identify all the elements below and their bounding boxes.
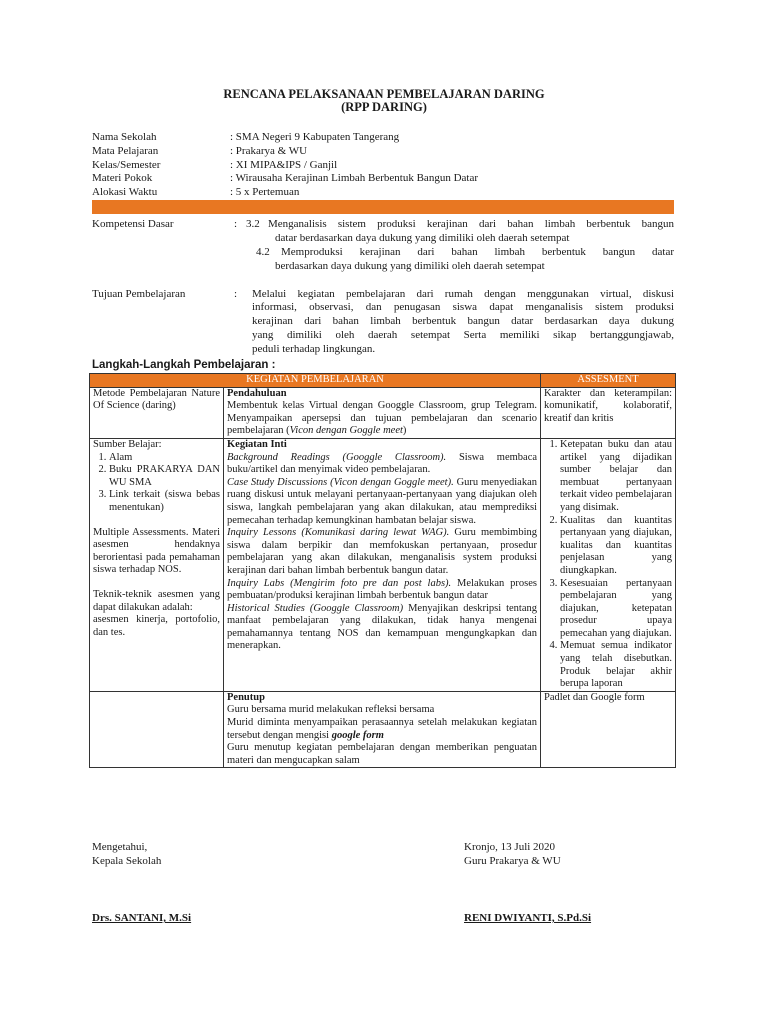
multiple-assessments-text: Multiple Assessments. Materi asesmen hendaknya berorientasi pada pemahaman siswa terhadap NOS. xyxy=(93,526,220,576)
meta-value: : 5 x Pertemuan xyxy=(230,186,300,198)
signature-left-name: Drs. SANTANI, M.Si xyxy=(92,912,192,924)
tujuan-line: kerajinan dari bahan limbah berbentuk bangun datar berdasarkan daya dukung xyxy=(252,315,674,327)
sumber-belajar-cell xyxy=(90,438,224,691)
penutup-text: Murid diminta menyampaikan perasaannya setelah melakukan kegiatan tersebut dengan mengisi xyxy=(227,717,538,741)
inti-italic: Case Study Discussions (Vicon dengan Goggle meet). xyxy=(227,476,454,488)
signature-right-l2: Guru Prakarya & WU xyxy=(464,855,561,867)
assesment-criteria-list xyxy=(544,439,672,691)
list-item: 2. Buku PRAKARYA DAN WU SMA xyxy=(109,464,220,489)
tujuan-line: informasi, observasi, dan penugasan siswa dapat menganalisis sistem produksi xyxy=(252,301,674,313)
table-row-penutup xyxy=(90,691,676,768)
meta-value: : Prakarya & WU xyxy=(230,145,308,157)
tujuan-label: Tujuan Pembelajaran xyxy=(92,288,186,300)
google-form-emphasis: google form xyxy=(331,729,384,741)
inti-paragraph xyxy=(227,527,537,577)
kd-item2-number: 4.2 xyxy=(256,246,270,258)
signature-right-l1: Kronjo, 13 Juli 2020 xyxy=(464,841,556,853)
list-item: 3. Link terkait (siswa bebas menentukan) xyxy=(109,489,220,514)
signature-left-l1: Mengetahui, xyxy=(92,841,148,853)
kd-item1-line1: Menganalisis sistem produksi kerajinan dari bahan limbah berbentuk bangun xyxy=(268,218,674,230)
inti-italic: Inquiry Lessons (Komunikasi daring lewat WAG). xyxy=(227,527,450,539)
section-divider-bar xyxy=(92,200,674,214)
kd-label: Kompetensi Dasar xyxy=(92,218,174,230)
inti-italic: Historical Studies (Googgle Classroom) xyxy=(227,602,404,614)
list-item: 4. Memuat semua indikator yang telah disebutkan. Produk belajar akhir berupa laporan xyxy=(560,640,672,690)
assesment-criteria-cell xyxy=(541,438,676,691)
inti-text: Guru membimbing siswa dalam berpikir dan memfokuskan pertanyaan, prosedur pembelajaran yang akan dilakukan, menganalisis system produksi kerajinan dari bahan limbah berbentuk bangun datar. xyxy=(227,527,538,576)
karakter-cell: Karakter dan keterampilan: komunikatif, kolaboratif, kreatif dan kritis xyxy=(541,387,676,438)
teknik-asesmen-text: Teknik-teknik asesmen yang dapat dilakukan adalah: xyxy=(93,588,220,613)
kegiatan-inti-cell xyxy=(224,438,541,691)
penutup-title: Penutup xyxy=(227,691,265,703)
langkah-heading: Langkah-Langkah Pembelajaran : xyxy=(92,359,276,371)
tujuan-line: Melalui kegiatan pembelajaran dari rumah dengan menggunakan virtual, diskusi xyxy=(252,288,674,300)
list-item: 3. Kesesuaian pertanyaan pembelajaran yang diajukan, ketepatan prosedur upaya pemecahan yang diajukan. xyxy=(560,578,672,641)
inti-text: Guru menyediakan ruang diskusi untuk melayani pertanyaan-pertanyaan yang diajukan oleh siswa, langkah pembelajaran yang akan dilakukan, atau memprediksi pemecahan terhadap kemungkinan hambatan belajar siswa. xyxy=(227,476,538,526)
header-kegiatan: KEGIATAN PEMBELAJARAN xyxy=(90,374,541,388)
pendahuluan-title: Pendahuluan xyxy=(227,387,287,399)
signature-right-name: RENI DWIYANTI, S.Pd.Si xyxy=(464,912,592,924)
document-title: RENCANA PELAKSANAAN PEMBELAJARAN DARING xyxy=(223,87,545,101)
kd-colon: : xyxy=(234,218,238,230)
asesmen-types-text: asesmen kinerja, portofolio, dan tes. xyxy=(93,614,220,638)
empty-cell xyxy=(90,691,224,768)
pendahuluan-cell xyxy=(224,387,541,438)
kd-item1-number: 3.2 xyxy=(246,218,260,230)
meta-value: : Wirausaha Kerajinan Limbah Berbentuk Bangun Datar xyxy=(230,172,478,184)
meta-label: Alokasi Waktu xyxy=(92,186,158,198)
penutup-line: Guru bersama murid melakukan refleksi bersama xyxy=(227,704,435,716)
meta-label: Kelas/Semester xyxy=(92,159,161,171)
penutup-assesment-cell: Padlet dan Google form xyxy=(541,691,676,768)
kd-item1-line2: datar berdasarkan daya dukung yang dimiliki oleh daerah setempat xyxy=(275,232,570,244)
tujuan-colon: : xyxy=(234,288,238,300)
list-item: 2. Kualitas dan kuantitas pertanyaan yang diajukan, kualitas dan kuantitas penjelasan yang diungkapkan. xyxy=(560,515,672,578)
kd-item2-line1: Memproduksi kerajinan dari bahan limbah berbentuk bangun datar xyxy=(281,246,674,258)
inti-italic: Background Readings (Googgle Classroom). xyxy=(227,451,447,463)
sumber-belajar-list xyxy=(93,452,220,515)
meta-value: : SMA Negeri 9 Kabupaten Tangerang xyxy=(230,131,400,143)
inti-text: Siswa membaca buku/artikel dan menyimak video pembelajaran. xyxy=(227,451,538,476)
tujuan-line: peduli terhadap lingkungan. xyxy=(252,343,376,355)
penutup-cell xyxy=(224,691,541,768)
inti-text: Menyajikan deskripsi tentang manfaat pembelajaran yang dilakukan, tidak hanya mengenai pemahamannya tentang NOS dan kemampuan mengungkapkan dan menerapkan. xyxy=(227,602,538,652)
kd-item2-line2: berdasarkan daya dukung yang dimiliki oleh daerah setempat xyxy=(275,260,545,272)
header-assesment: ASSESMENT xyxy=(541,374,676,388)
sumber-belajar-title: Sumber Belajar: xyxy=(93,438,162,450)
table-row-inti xyxy=(90,438,676,691)
penutup-paragraph xyxy=(227,717,537,742)
kegiatan-table xyxy=(89,373,676,768)
inti-paragraph xyxy=(227,477,537,527)
meta-label: Materi Pokok xyxy=(92,172,153,184)
document-subtitle: (RPP DARING) xyxy=(341,100,427,114)
meta-label: Mata Pelajaran xyxy=(92,145,159,157)
metode-cell: Metode Pembelajaran Nature Of Science (daring) xyxy=(90,387,224,438)
pendahuluan-text: Membentuk kelas Virtual dengan Googgle Classroom, grup Telegram. Menyampaikan apersepsi dan tujuan pembelajaran dan scenario pembelajaran ( xyxy=(227,400,538,437)
list-item: 1. Ketepatan buku dan atau artikel yang dijadikan sumber belajar dan membuat pertanyaan terkait video pembelajaran yang disimak. xyxy=(560,439,672,515)
list-item: 1. Alam xyxy=(109,452,220,465)
kegiatan-inti-title: Kegiatan Inti xyxy=(227,438,287,450)
penutup-line: Guru menutup kegiatan pembelajaran dengan memberikan penguatan materi dan mengucapkan salam xyxy=(227,742,538,766)
inti-text: Melakukan proses pembuatan/produksi kerajinan limbah berbentuk bangun datar xyxy=(227,577,537,602)
inti-italic: Inquiry Labs (Mengirim foto pre dan post labs). xyxy=(227,577,452,589)
table-header-row xyxy=(90,374,676,388)
meta-label: Nama Sekolah xyxy=(92,131,157,143)
signature-left-l2: Kepala Sekolah xyxy=(92,855,162,867)
meta-value: : XI MIPA&IPS / Ganjil xyxy=(230,159,338,171)
inti-paragraph xyxy=(227,578,537,603)
tujuan-line: yang dimiliki oleh daerah setempat Serta memiliki sikap bertanggungjawab, xyxy=(252,329,674,341)
pendahuluan-text-end: ) xyxy=(402,425,407,437)
table-row-pendahuluan xyxy=(90,387,676,438)
inti-paragraph xyxy=(227,603,537,653)
pendahuluan-italic: Vicon dengan Goggle meet xyxy=(289,425,403,437)
inti-paragraph xyxy=(227,452,537,477)
